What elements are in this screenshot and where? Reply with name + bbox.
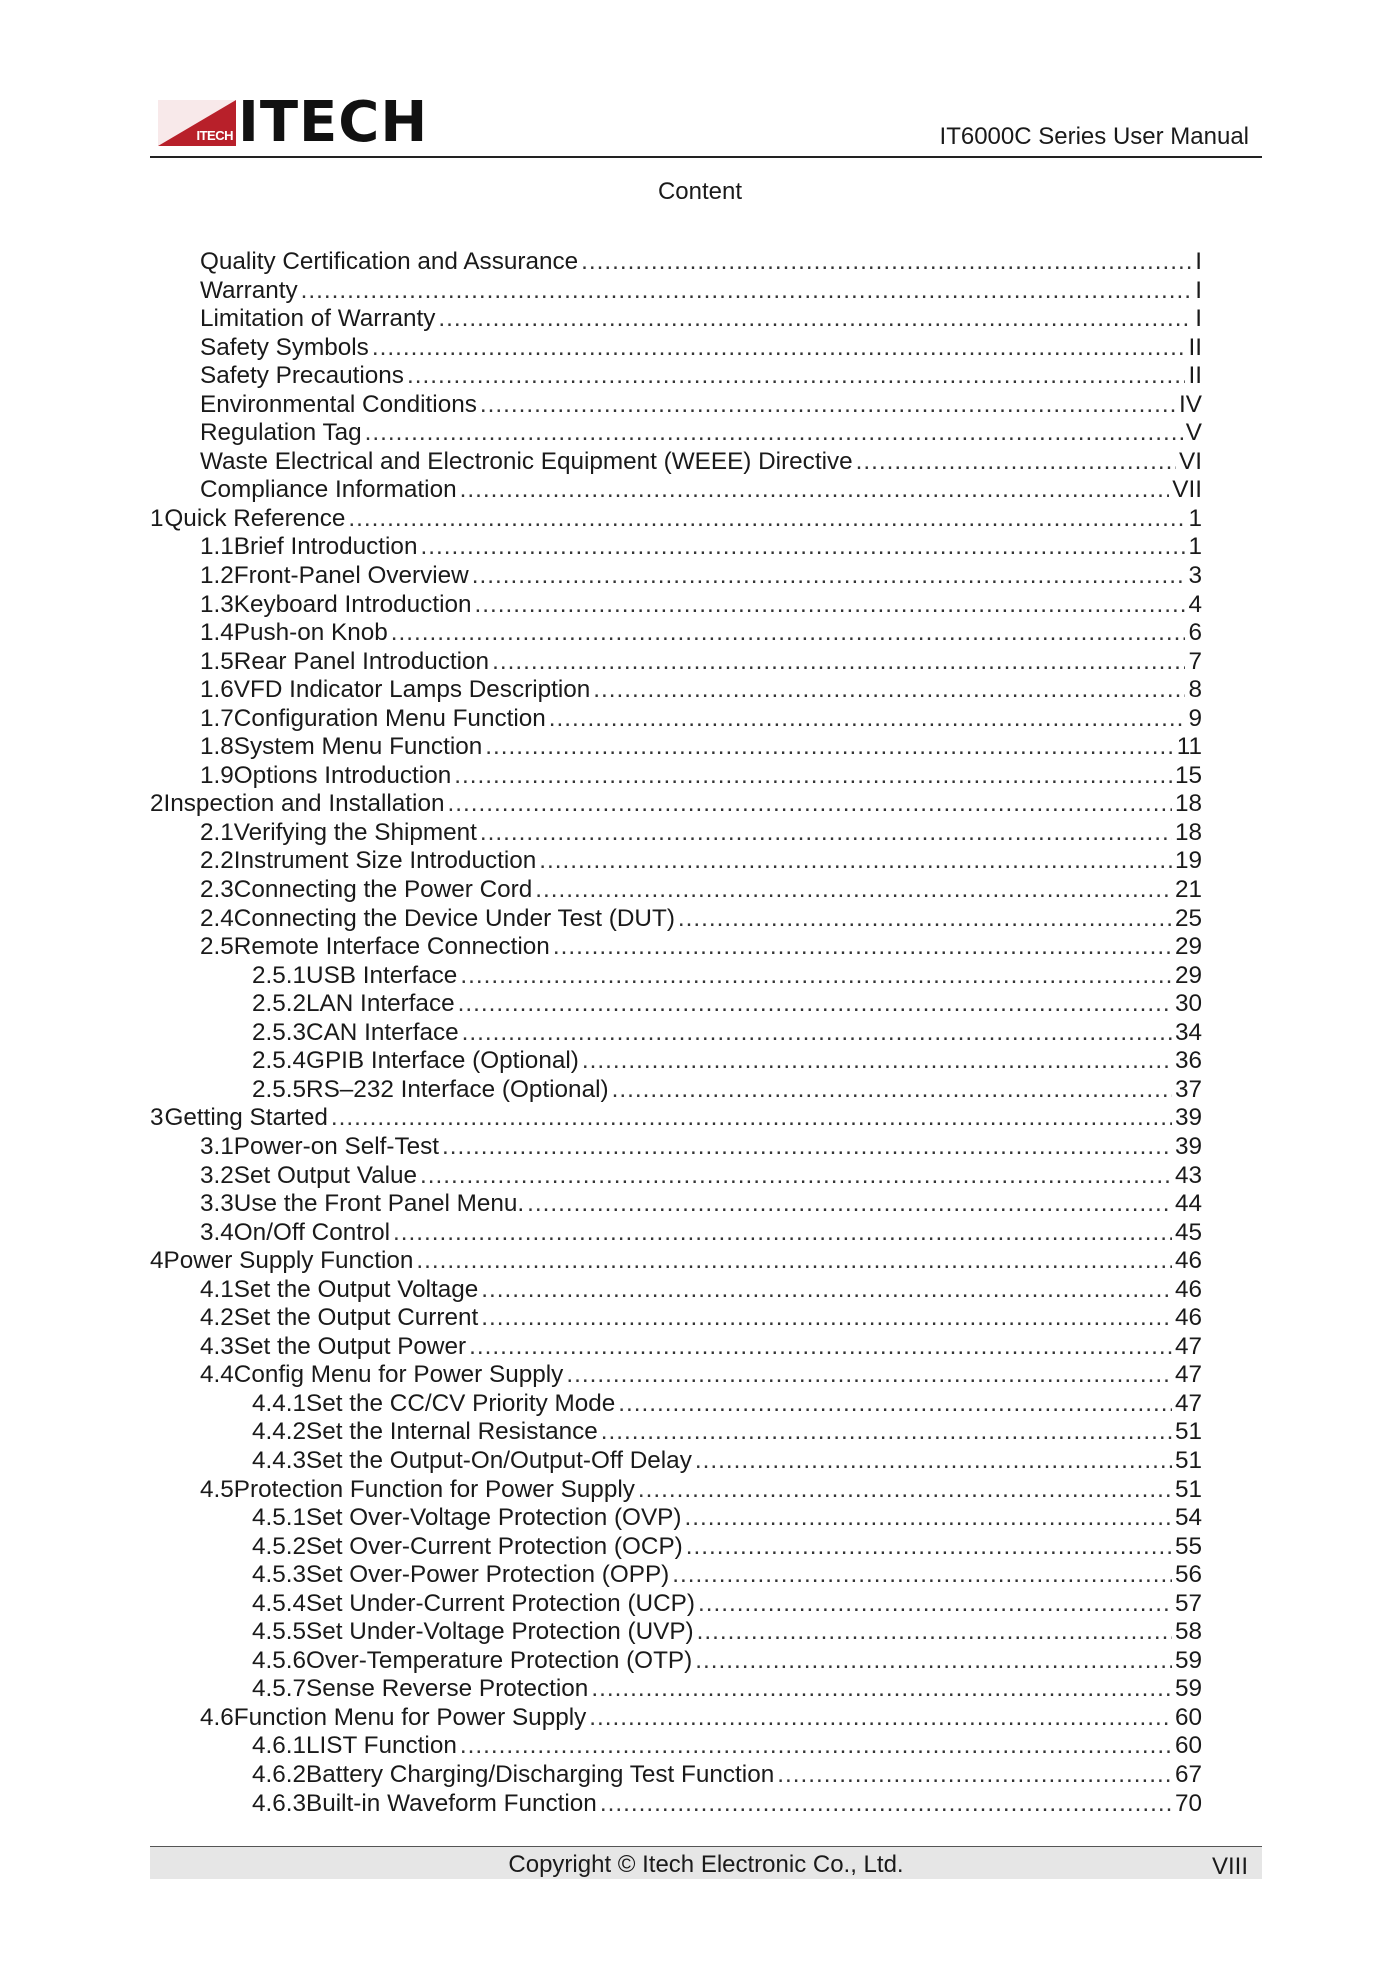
toc-entry-page: 21 <box>1174 876 1202 904</box>
toc-entry-page: 19 <box>1174 847 1202 875</box>
toc-entry-title: Safety Symbols <box>200 333 369 361</box>
toc-dot-leader <box>301 277 1193 306</box>
toc-entry[interactable] <box>150 419 1202 448</box>
toc-entry[interactable] <box>150 1732 1202 1761</box>
toc-dot-leader <box>393 1219 1172 1248</box>
toc-dot-leader <box>420 533 1185 562</box>
toc-entry-title: Compliance Information <box>200 476 457 504</box>
toc-entry[interactable] <box>150 448 1202 477</box>
toc-entry-title: Built-in Waveform Function <box>306 1789 597 1817</box>
toc-entry-title: Set the Output Power <box>233 1332 467 1360</box>
toc-dot-leader <box>458 990 1172 1019</box>
toc-dot-leader <box>420 1162 1172 1191</box>
toc-entry-number: 3 <box>150 1104 164 1132</box>
toc-entry-page: 7 <box>1188 647 1202 675</box>
toc-entry-title: Instrument Size Introduction <box>233 847 537 875</box>
toc-entry-page: 25 <box>1174 904 1202 932</box>
toc-entry[interactable] <box>150 1219 1202 1248</box>
logo-mark-icon <box>158 100 236 146</box>
toc-entry-title: Set Under-Voltage Protection (UVP) <box>306 1618 694 1646</box>
toc-entry-number: 4.5.4 <box>252 1589 307 1617</box>
toc-entry-title: LIST Function <box>306 1732 457 1760</box>
toc-entry[interactable] <box>150 1504 1202 1533</box>
toc-entry-page: V <box>1185 419 1202 447</box>
toc-entry[interactable] <box>150 676 1202 705</box>
toc-dot-leader <box>698 1590 1172 1619</box>
toc-entry-page: 36 <box>1174 1047 1202 1075</box>
toc-entry[interactable] <box>150 533 1202 562</box>
toc-entry-number: 4.4.1 <box>252 1389 307 1417</box>
toc-entry-page: 6 <box>1188 619 1202 647</box>
toc-entry[interactable] <box>150 905 1202 934</box>
toc-entry[interactable] <box>150 1019 1202 1048</box>
toc-entry-page: 70 <box>1174 1789 1202 1817</box>
toc-entry-page: 47 <box>1174 1332 1202 1360</box>
toc-entry-number: 3.4 <box>200 1218 234 1246</box>
toc-entry[interactable] <box>150 1647 1202 1676</box>
logo-small-text: ITECH <box>196 128 233 143</box>
toc-entry-page: 29 <box>1174 961 1202 989</box>
toc-entry-number: 4.1 <box>200 1275 234 1303</box>
page-header <box>150 90 1262 158</box>
toc-entry-number: 1 <box>150 504 164 532</box>
toc-dot-leader <box>460 476 1170 505</box>
toc-entry-title: Inspection and Installation <box>163 790 445 818</box>
toc-dot-leader <box>492 648 1185 677</box>
toc-entry-page: 37 <box>1174 1075 1202 1103</box>
toc-entry-page: I <box>1195 248 1202 275</box>
toc-entry[interactable] <box>150 505 1202 534</box>
toc-entry-title: Remote Interface Connection <box>233 933 550 961</box>
toc-entry-page: 18 <box>1174 818 1202 846</box>
toc-entry-title: VFD Indicator Lamps Description <box>233 676 591 704</box>
toc-entry-title: Set the Output-On/Output-Off Delay <box>306 1446 692 1474</box>
toc-entry-title: Safety Precautions <box>200 362 404 390</box>
toc-entry-page: 15 <box>1174 761 1202 789</box>
toc-entry-page: 4 <box>1188 590 1202 618</box>
toc-entry[interactable] <box>150 705 1202 734</box>
toc-entry-page: 46 <box>1174 1275 1202 1303</box>
toc-entry-page: 59 <box>1174 1646 1202 1674</box>
toc-dot-leader <box>481 1304 1172 1333</box>
toc-entry-title: Front-Panel Overview <box>233 562 469 590</box>
toc-entry-page: 51 <box>1174 1418 1202 1446</box>
toc-entry-page: IV <box>1179 390 1202 418</box>
toc-entry-number: 2.5.2 <box>252 990 307 1018</box>
toc-dot-leader <box>672 1561 1172 1590</box>
toc-entry[interactable] <box>150 1133 1202 1162</box>
toc-entry-title: Use the Front Panel Menu. <box>233 1190 525 1218</box>
toc-entry[interactable] <box>150 1247 1202 1276</box>
toc-dot-leader <box>480 819 1172 848</box>
toc-entry-page: 47 <box>1174 1361 1202 1389</box>
toc-entry[interactable] <box>150 391 1202 420</box>
toc-entry-number: 4.3 <box>200 1332 234 1360</box>
toc-entry-page: 34 <box>1174 1018 1202 1046</box>
toc-entry-number: 4.5.3 <box>252 1561 307 1589</box>
toc-entry[interactable] <box>150 1675 1202 1704</box>
toc-entry-page: 43 <box>1174 1161 1202 1189</box>
toc-entry-page: 58 <box>1174 1618 1202 1646</box>
toc-entry-title: Sense Reverse Protection <box>306 1675 589 1703</box>
toc-entry-title: Function Menu for Power Supply <box>233 1703 587 1731</box>
toc-entry-number: 4.6.3 <box>252 1789 307 1817</box>
toc-entry-page: 46 <box>1174 1304 1202 1332</box>
toc-entry-title: Environmental Conditions <box>200 390 477 418</box>
toc-entry-page: 46 <box>1174 1247 1202 1275</box>
toc-entry-title: Set the Internal Resistance <box>306 1418 598 1446</box>
toc-entry[interactable] <box>150 1190 1202 1219</box>
toc-entry-number: 3.2 <box>200 1161 234 1189</box>
toc-entry-page: II <box>1188 362 1202 390</box>
toc-entry-number: 1.7 <box>200 704 234 732</box>
toc-entry[interactable] <box>150 1476 1202 1505</box>
toc-dot-leader <box>438 305 1192 334</box>
toc-entry[interactable] <box>150 1104 1202 1133</box>
toc-entry-page: 60 <box>1174 1732 1202 1760</box>
toc-entry-page: 60 <box>1174 1703 1202 1731</box>
logo-wordmark: ITECH <box>238 90 429 155</box>
toc-entry-title: Regulation Tag <box>200 419 362 447</box>
toc-entry-title: Waste Electrical and Electronic Equipment (WEEE) Directive <box>200 447 853 475</box>
toc-dot-leader <box>589 1704 1172 1733</box>
page-footer <box>150 1846 1262 1879</box>
toc-entry-title: Battery Charging/Discharging Test Function <box>306 1760 775 1788</box>
toc-entry-number: 2.5.4 <box>252 1047 307 1075</box>
toc-dot-leader <box>472 562 1186 591</box>
toc-entry[interactable] <box>150 1390 1202 1419</box>
toc-entry[interactable] <box>150 933 1202 962</box>
toc-entry-title: GPIB Interface (Optional) <box>306 1047 579 1075</box>
toc-entry-number: 4.2 <box>200 1304 234 1332</box>
toc-entry-number: 1.6 <box>200 676 234 704</box>
toc-entry-page: 51 <box>1174 1446 1202 1474</box>
toc-entry-title: USB Interface <box>306 961 458 989</box>
toc-entry[interactable] <box>150 1533 1202 1562</box>
table-of-contents <box>150 248 1202 1818</box>
toc-entry-page: 18 <box>1174 790 1202 818</box>
toc-dot-leader <box>549 705 1186 734</box>
toc-entry-number: 4.5.5 <box>252 1618 307 1646</box>
toc-entry[interactable] <box>150 819 1202 848</box>
toc-dot-leader <box>684 1504 1172 1533</box>
toc-dot-leader <box>553 933 1172 962</box>
toc-entry[interactable] <box>150 990 1202 1019</box>
toc-entry-title: On/Off Control <box>233 1218 390 1246</box>
toc-dot-leader <box>480 391 1176 420</box>
toc-entry-title: Power Supply Function <box>163 1247 414 1275</box>
toc-dot-leader <box>591 1675 1172 1704</box>
toc-entry[interactable] <box>150 790 1202 819</box>
toc-dot-leader <box>442 1133 1172 1162</box>
toc-entry-page: 30 <box>1174 990 1202 1018</box>
toc-entry-number: 1.4 <box>200 619 234 647</box>
toc-dot-leader <box>348 505 1185 534</box>
toc-dot-leader <box>407 362 1186 391</box>
toc-entry[interactable] <box>150 1333 1202 1362</box>
toc-entry-number: 1.3 <box>200 590 234 618</box>
toc-dot-leader <box>460 962 1172 991</box>
toc-entry[interactable] <box>150 1162 1202 1191</box>
toc-entry-page: II <box>1188 333 1202 361</box>
toc-entry-page: 8 <box>1188 676 1202 704</box>
toc-entry[interactable] <box>150 334 1202 363</box>
toc-entry-number: 2.2 <box>200 847 234 875</box>
toc-entry-page: 47 <box>1174 1389 1202 1417</box>
toc-entry-number: 4.5.1 <box>252 1504 307 1532</box>
toc-entry-title: Set the Output Current <box>233 1304 479 1332</box>
toc-entry-number: 2.1 <box>200 818 234 846</box>
toc-entry-number: 1.1 <box>200 533 234 561</box>
toc-entry-title: Getting Started <box>164 1104 328 1132</box>
toc-entry-number: 1.5 <box>200 647 234 675</box>
toc-entry-page: VII <box>1172 476 1202 504</box>
toc-entry-title: Over-Temperature Protection (OTP) <box>306 1646 693 1674</box>
toc-entry[interactable] <box>150 1561 1202 1590</box>
toc-entry[interactable] <box>150 362 1202 391</box>
itech-logo <box>158 90 429 155</box>
toc-dot-leader <box>695 1447 1172 1476</box>
toc-entry[interactable] <box>150 1590 1202 1619</box>
toc-entry-title: Set Over-Voltage Protection (OVP) <box>306 1504 682 1532</box>
toc-entry-number: 2.5 <box>200 933 234 961</box>
toc-entry-number: 4.5.6 <box>252 1646 307 1674</box>
toc-entry-number: 4.5.2 <box>252 1532 307 1560</box>
toc-dot-leader <box>593 676 1185 705</box>
toc-dot-leader <box>372 334 1186 363</box>
toc-dot-leader <box>582 1047 1172 1076</box>
toc-entry-title: Limitation of Warranty <box>200 305 436 333</box>
toc-entry-number: 4.4.2 <box>252 1418 307 1446</box>
toc-entry-title: Power-on Self-Test <box>233 1132 440 1160</box>
toc-dot-leader <box>856 448 1176 477</box>
toc-entry[interactable] <box>150 277 1202 306</box>
toc-entry-number: 4.4 <box>200 1361 234 1389</box>
toc-entry-page: 11 <box>1176 733 1202 761</box>
toc-entry[interactable] <box>150 1618 1202 1647</box>
toc-entry[interactable] <box>150 1276 1202 1305</box>
toc-entry-number: 2.3 <box>200 876 234 904</box>
toc-entry[interactable] <box>150 1076 1202 1105</box>
toc-entry-page: 57 <box>1174 1589 1202 1617</box>
toc-entry-title: Set Output Value <box>233 1161 418 1189</box>
toc-entry-title: Set the Output Voltage <box>233 1275 479 1303</box>
toc-dot-leader <box>527 1190 1172 1219</box>
toc-entry[interactable] <box>150 619 1202 648</box>
page-number: VIII <box>1211 1853 1248 1880</box>
toc-entry[interactable] <box>150 1304 1202 1333</box>
manual-title: IT6000C Series User Manual <box>939 123 1249 150</box>
toc-dot-leader <box>391 619 1186 648</box>
toc-entry[interactable] <box>150 591 1202 620</box>
toc-dot-leader <box>481 1276 1172 1305</box>
toc-dot-leader <box>462 1019 1172 1048</box>
toc-entry-page: 59 <box>1174 1675 1202 1703</box>
toc-dot-leader <box>365 419 1183 448</box>
toc-dot-leader <box>697 1618 1172 1647</box>
toc-entry-number: 4.6.1 <box>252 1732 307 1760</box>
toc-entry-page: 67 <box>1174 1760 1202 1788</box>
toc-dot-leader <box>581 248 1192 277</box>
toc-entry-title: Set Over-Power Protection (OPP) <box>306 1561 670 1589</box>
toc-entry[interactable] <box>150 1704 1202 1733</box>
toc-entry[interactable] <box>150 305 1202 334</box>
toc-entry[interactable] <box>150 1361 1202 1390</box>
toc-entry[interactable] <box>150 733 1202 762</box>
toc-entry-number: 2.5.3 <box>252 1018 307 1046</box>
toc-entry-page: 44 <box>1174 1190 1202 1218</box>
toc-entry-title: Configuration Menu Function <box>233 704 546 732</box>
toc-entry-title: Rear Panel Introduction <box>233 647 490 675</box>
toc-entry[interactable] <box>150 1047 1202 1076</box>
toc-entry-title: Brief Introduction <box>233 533 418 561</box>
toc-dot-leader <box>539 847 1172 876</box>
toc-entry-title: Protection Function for Power Supply <box>233 1475 635 1503</box>
toc-dot-leader <box>485 733 1174 762</box>
toc-entry-title: Warranty <box>200 276 298 304</box>
toc-dot-leader <box>601 1418 1172 1447</box>
toc-entry-number: 1.2 <box>200 562 234 590</box>
toc-dot-leader <box>475 591 1186 620</box>
toc-dot-leader <box>469 1333 1172 1362</box>
toc-entry[interactable] <box>150 962 1202 991</box>
toc-entry-page: VI <box>1179 447 1202 475</box>
toc-entry-number: 4.5 <box>200 1475 234 1503</box>
toc-entry[interactable] <box>150 476 1202 505</box>
toc-dot-leader <box>777 1761 1172 1790</box>
toc-entry-title: Set Over-Current Protection (OCP) <box>306 1532 683 1560</box>
toc-entry-title: System Menu Function <box>233 733 483 761</box>
toc-dot-leader <box>638 1476 1172 1505</box>
toc-entry-number: 4 <box>150 1247 164 1275</box>
toc-entry-title: CAN Interface <box>306 1018 459 1046</box>
toc-dot-leader <box>695 1647 1172 1676</box>
toc-entry-number: 4.6.2 <box>252 1760 307 1788</box>
toc-dot-leader <box>686 1533 1172 1562</box>
toc-entry-title: Connecting the Power Cord <box>233 876 533 904</box>
toc-entry[interactable] <box>150 847 1202 876</box>
toc-entry-title: LAN Interface <box>306 990 455 1018</box>
toc-dot-leader <box>454 762 1172 791</box>
toc-entry-number: 4.4.3 <box>252 1446 307 1474</box>
toc-entry-title: Verifying the Shipment <box>233 818 477 846</box>
toc-entry-number: 1.9 <box>200 761 234 789</box>
toc-entry-page: 9 <box>1188 704 1202 732</box>
toc-entry-title: RS–232 Interface (Optional) <box>306 1075 609 1103</box>
toc-entry-number: 4.5.7 <box>252 1675 307 1703</box>
toc-entry-title: Quick Reference <box>164 504 346 532</box>
toc-entry-title: Keyboard Introduction <box>233 590 472 618</box>
toc-dot-leader <box>618 1390 1172 1419</box>
toc-entry-page: 39 <box>1174 1132 1202 1160</box>
toc-entry[interactable] <box>150 1447 1202 1476</box>
toc-entry-title: Quality Certification and Assurance <box>200 248 579 275</box>
toc-dot-leader <box>460 1732 1172 1761</box>
toc-entry-page: 1 <box>1188 533 1202 561</box>
toc-entry-number: 2 <box>150 790 164 818</box>
toc-dot-leader <box>331 1104 1172 1133</box>
toc-entry-page: 45 <box>1174 1218 1202 1246</box>
toc-entry-title: Set Under-Current Protection (UCP) <box>306 1589 695 1617</box>
toc-dot-leader <box>612 1076 1172 1105</box>
toc-entry-page: I <box>1195 305 1202 333</box>
toc-entry-number: 1.8 <box>200 733 234 761</box>
toc-dot-leader <box>416 1247 1172 1276</box>
toc-dot-leader <box>600 1790 1172 1819</box>
toc-entry[interactable] <box>150 562 1202 591</box>
content-title: Content <box>657 178 743 205</box>
toc-entry-number: 2.5.5 <box>252 1075 307 1103</box>
toc-entry[interactable] <box>150 648 1202 677</box>
toc-entry-number: 4.6 <box>200 1703 234 1731</box>
toc-dot-leader <box>447 790 1171 819</box>
toc-entry[interactable] <box>150 762 1202 791</box>
toc-entry-title: Connecting the Device Under Test (DUT) <box>233 904 675 932</box>
toc-entry-title: Set the CC/CV Priority Mode <box>306 1389 616 1417</box>
toc-dot-leader <box>535 876 1172 905</box>
toc-entry-page: 29 <box>1174 933 1202 961</box>
toc-entry-page: 54 <box>1174 1504 1202 1532</box>
toc-entry-page: 3 <box>1188 562 1202 590</box>
toc-entry-title: Options Introduction <box>233 761 452 789</box>
toc-entry-page: 51 <box>1174 1475 1202 1503</box>
toc-entry[interactable] <box>150 248 1202 277</box>
toc-entry-number: 2.4 <box>200 904 234 932</box>
toc-entry[interactable] <box>150 876 1202 905</box>
toc-entry-page: 55 <box>1174 1532 1202 1560</box>
toc-dot-leader <box>566 1361 1172 1390</box>
toc-entry-page: 56 <box>1174 1561 1202 1589</box>
copyright-text: Copyright © Itech Electronic Co., Ltd. <box>508 1851 904 1878</box>
toc-entry-title: Push-on Knob <box>233 619 388 647</box>
toc-entry-page: 1 <box>1188 504 1202 532</box>
toc-dot-leader <box>678 905 1172 934</box>
toc-entry-title: Config Menu for Power Supply <box>233 1361 564 1389</box>
toc-entry-page: 39 <box>1174 1104 1202 1132</box>
toc-entry-number: 3.3 <box>200 1190 234 1218</box>
toc-entry[interactable] <box>150 1790 1202 1819</box>
toc-entry[interactable] <box>150 1761 1202 1790</box>
toc-entry-page: I <box>1195 276 1202 304</box>
toc-entry-number: 2.5.1 <box>252 961 307 989</box>
toc-entry[interactable] <box>150 1418 1202 1447</box>
toc-entry-number: 3.1 <box>200 1132 234 1160</box>
